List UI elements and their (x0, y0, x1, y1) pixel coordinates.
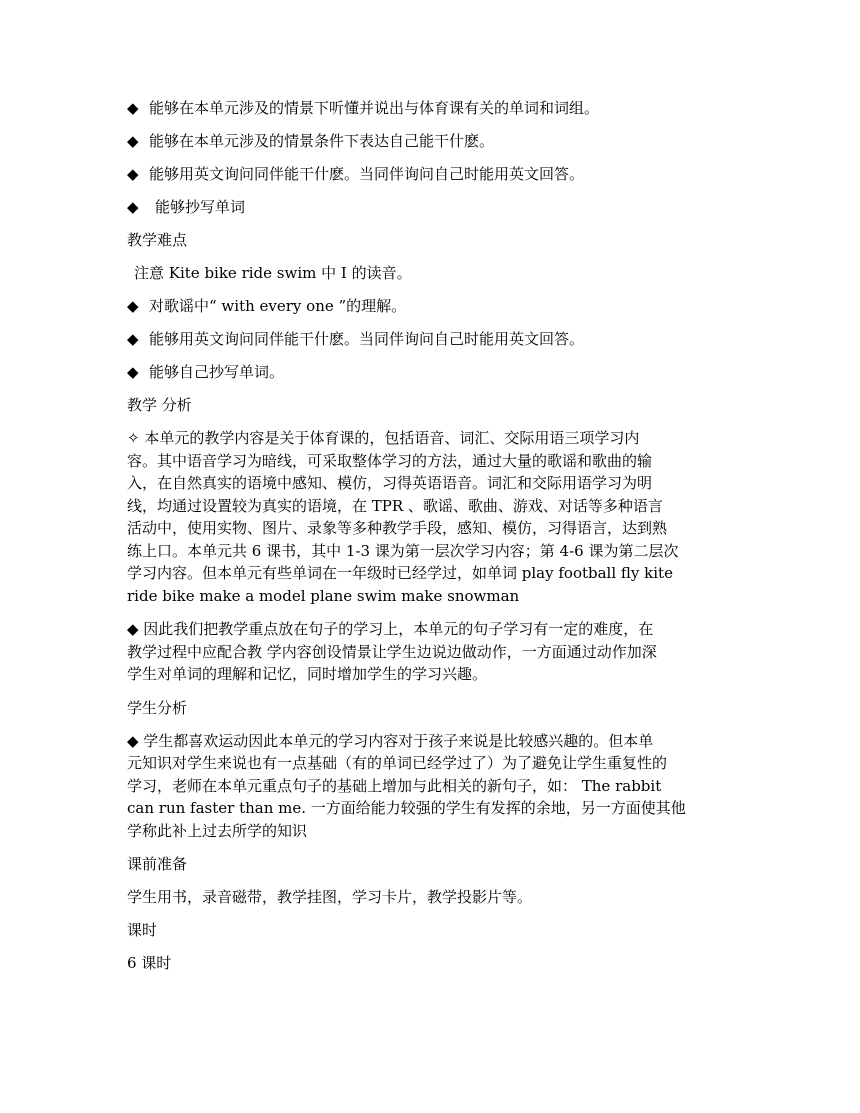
diamond-bullet-icon: ◆ (127, 198, 139, 216)
objective-item (127, 163, 727, 185)
paragraph-line: 学称此补上过去所学的知识 (127, 821, 308, 840)
paragraph-line: 线，均通过设置较为真实的语境，在 TPR 、歌谣、歌曲、游戏、对话等多种语言 (127, 496, 663, 515)
paragraph-line: ◆ 学生都喜欢运动因此本单元的学习内容对于孩子来说是比较感兴趣的。但本单 (127, 731, 654, 750)
difficulty-item (127, 295, 727, 317)
paragraph-line: 学习内容。但本单元有些单词在一年级时已经学过，如单词 play football fly kite (127, 564, 673, 582)
diamond-bullet-icon: ◆ (127, 132, 139, 150)
objective-item (127, 97, 727, 119)
diamond-bullet-icon: ◆ (127, 330, 139, 348)
document-body (127, 97, 727, 985)
paragraph-line: 学生对单词的理解和记忆，同时增加学生的学习兴趣。 (127, 665, 488, 683)
students-heading: 学生分析 (127, 698, 188, 717)
paragraph-line: 元知识对学生来说也有一点基础（有的单词已经学过了）为了避免让学生重复性的 (127, 754, 668, 772)
paragraph-line: 练上口。本单元共 6 课书，其中 1-3 课为第一层次学习内容；第 4-6 课为第二层次 (127, 541, 679, 560)
analysis-heading: 教学 分析 (127, 396, 192, 414)
periods-heading: 课时 (127, 921, 158, 939)
difficulty-item (127, 328, 727, 350)
paragraph-line: 学习，老师在本单元重点句子的基础上增加与此相关的新句子，如： The rabbit (127, 776, 662, 795)
difficulty-text: 能够自己抄写单词。 (149, 363, 285, 381)
paragraph-line: 教学过程中应配合教 学内容创设情景让学生边说边做动作，一方面通过动作加深 (127, 642, 657, 661)
preparation-text: 学生用书，录音磁带，教学挂图，学习卡片，教学投影片等。 (127, 888, 533, 906)
objective-text: 能够在本单元涉及的情景下听懂并说出与体育课有关的单词和词组。 (149, 99, 600, 117)
objective-item (127, 196, 727, 218)
paragraph-line: 活动中，使用实物、图片、录象等多种教学手段，感知、模仿，习得语言，达到熟 (127, 519, 668, 537)
paragraph-line: ✧ 本单元的教学内容是关于体育课的，包括语音、词汇、交际用语三项学习内 (127, 429, 640, 447)
periods-text: 6 课时 (127, 954, 172, 972)
paragraph-line: 入，在自然真实的语境中感知、模仿，习得英语语音。词汇和交际用语学习为明 (127, 474, 653, 492)
diamond-bullet-icon: ◆ (127, 297, 139, 315)
paragraph-line: can run faster than me. 一方面给能力较强的学生有发挥的余地，另一方面使其他 (127, 799, 686, 817)
analysis-paragraph-1 (127, 427, 727, 607)
diamond-bullet-icon: ◆ (127, 165, 139, 183)
difficulty-text: 能够用英文询问同伴能干什麽。当同伴询问自己时能用英文回答。 (149, 330, 585, 348)
students-paragraph (127, 730, 727, 843)
paragraph-line: 容。其中语音学习为暗线，可采取整体学习的方法，通过大量的歌谣和歌曲的输 (127, 451, 653, 470)
difficulty-text: 对歌谣中“ with every one ”的理解。 (149, 297, 407, 315)
paragraph-line: ◆ 因此我们把教学重点放在句子的学习上，本单元的句子学习有一定的难度，在 (127, 620, 654, 638)
paragraph-line: ride bike make a model plane swim make snowman (127, 586, 520, 605)
objective-text: 能够用英文询问同伴能干什麽。当同伴询问自己时能用英文回答。 (149, 165, 585, 183)
preparation-heading: 课前准备 (127, 855, 188, 873)
objective-text: 能够抄写单词 (155, 198, 246, 216)
difficulty-heading: 教学难点 (127, 231, 188, 249)
objective-text: 能够在本单元涉及的情景条件下表达自己能干什麽。 (149, 132, 495, 150)
difficulty-item (127, 361, 727, 383)
analysis-paragraph-2 (127, 618, 727, 686)
diamond-bullet-icon: ◆ (127, 363, 139, 381)
diamond-bullet-icon: ◆ (127, 99, 139, 117)
objective-item (127, 130, 727, 152)
difficulty-first-line: 注意 Kite bike ride swim 中 I 的读音。 (134, 264, 412, 282)
